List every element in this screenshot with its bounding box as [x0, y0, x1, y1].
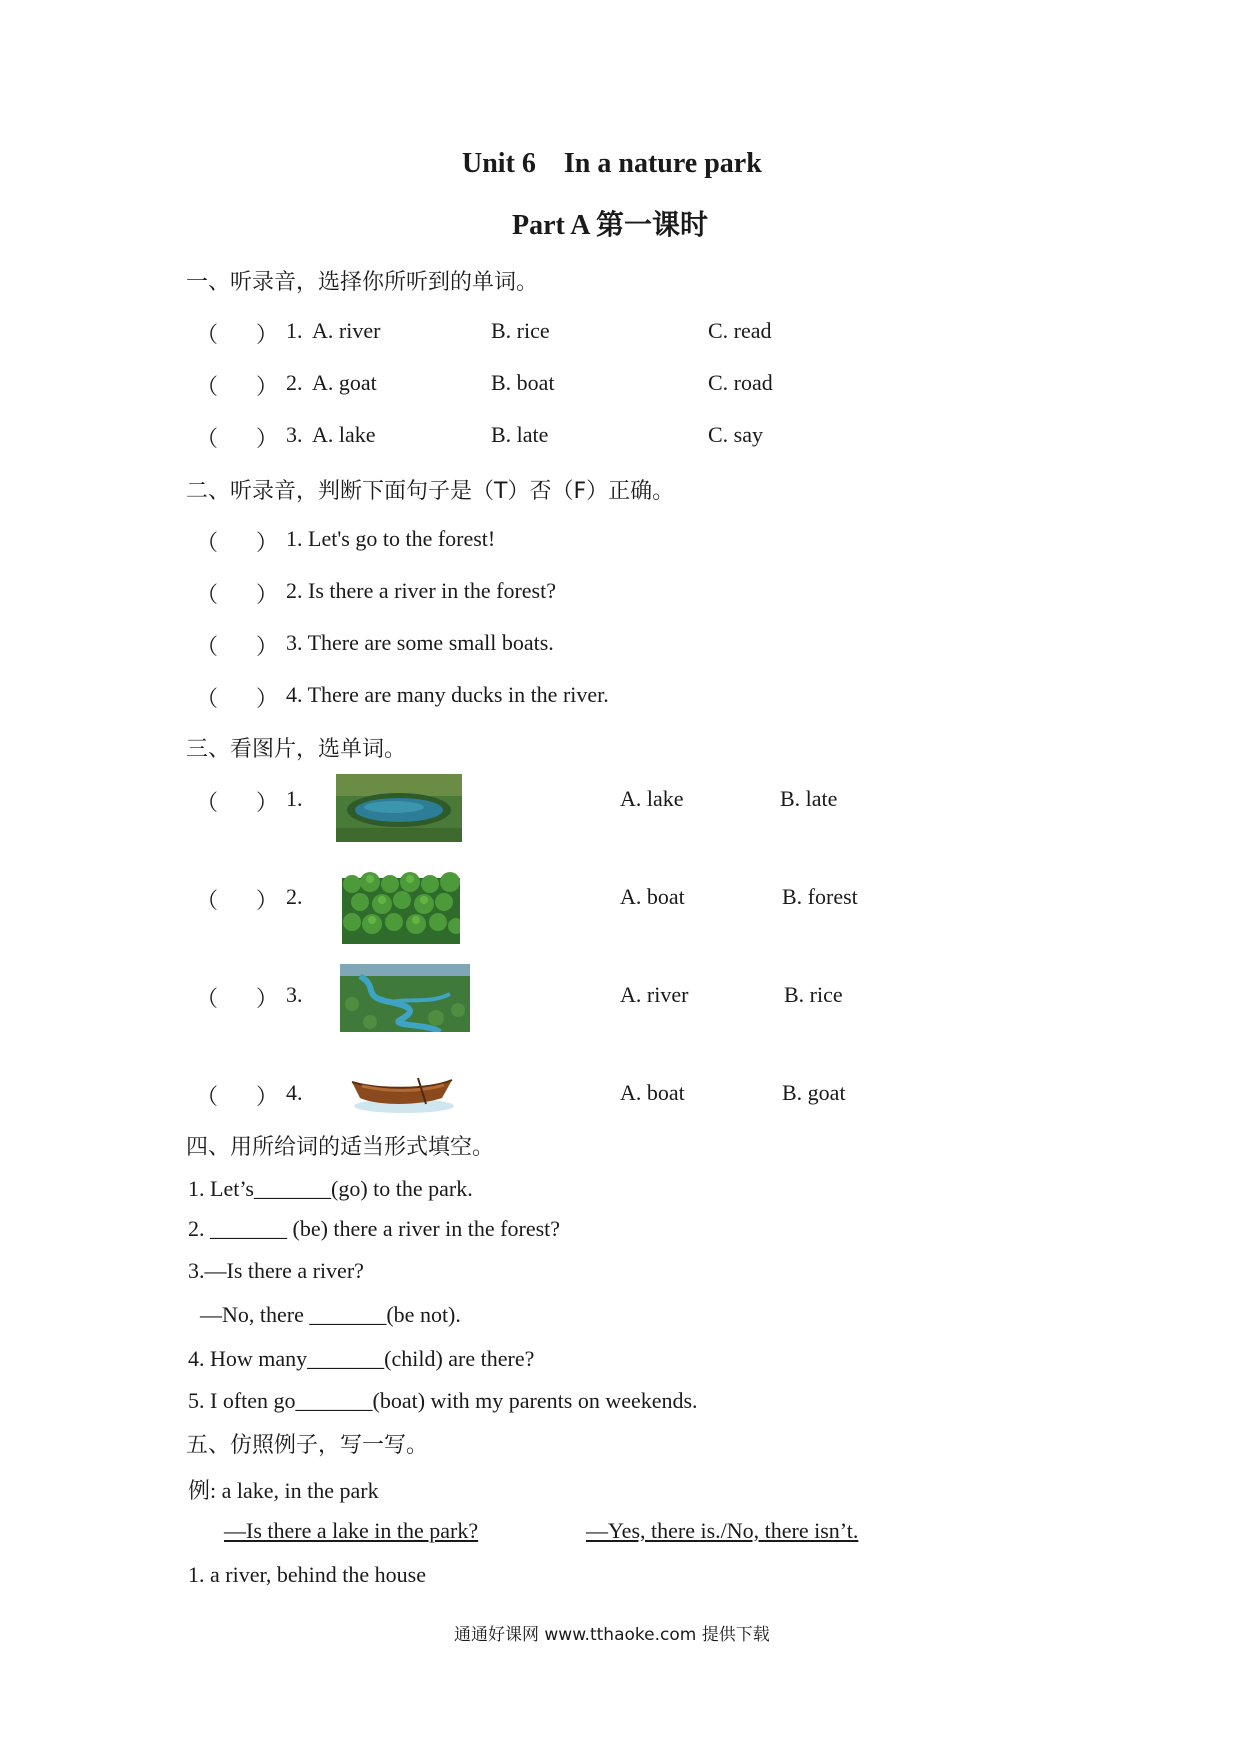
option-a: A. river — [620, 982, 689, 1007]
answer-open-paren[interactable]: （ — [196, 790, 219, 815]
item-number: 3. — [286, 422, 303, 447]
statement-text: 3. There are some small boats. — [286, 630, 554, 655]
option-b: B. rice — [491, 318, 550, 343]
answer-close-paren: ） — [256, 1084, 279, 1109]
answer-close-paren: ） — [256, 426, 279, 451]
statement-text: 2. Is there a river in the forest? — [286, 578, 556, 603]
fill-blank-5[interactable]: 5. I often go_______(boat) with my parents on weekends. — [188, 1388, 698, 1413]
option-c: C. read — [708, 318, 772, 343]
option-a: A. lake — [312, 422, 376, 447]
section-3-heading: 三、看图片，选单词。 — [186, 737, 407, 762]
option-b: B. forest — [782, 884, 858, 909]
item-number: 2. — [286, 370, 303, 395]
answer-open-paren[interactable]: （ — [196, 322, 219, 347]
answer-open-paren[interactable]: （ — [196, 426, 219, 451]
fill-blank-4[interactable]: 4. How many_______(child) are there? — [188, 1346, 535, 1371]
option-b: B. goat — [782, 1080, 846, 1105]
fill-blank-2[interactable]: 2. _______ (be) there a river in the forest? — [188, 1216, 561, 1241]
statement-text: 4. There are many ducks in the river. — [286, 682, 609, 707]
fill-blank-3-question: 3.—Is there a river? — [188, 1258, 364, 1283]
answer-close-paren: ） — [256, 686, 279, 711]
section-1-heading: 一、听录音，选择你所听到的单词。 — [186, 270, 539, 295]
item-number: 1. — [286, 786, 303, 811]
fill-blank-1[interactable]: 1. Let’s_______(go) to the park. — [188, 1176, 473, 1201]
answer-close-paren: ） — [256, 986, 279, 1011]
boat-picture — [348, 1068, 454, 1116]
statement-text: 1. Let's go to the forest! — [286, 526, 496, 551]
forest-picture — [342, 870, 460, 944]
answer-close-paren: ） — [256, 888, 279, 913]
answer-close-paren: ） — [256, 374, 279, 399]
answer-open-paren[interactable]: （ — [196, 530, 219, 555]
section-5-heading: 五、仿照例子，写一写。 — [186, 1433, 429, 1458]
option-a: A. boat — [620, 1080, 685, 1105]
option-b: B. boat — [491, 370, 555, 395]
unit-title: Unit 6 In a nature park — [462, 148, 762, 179]
example-question-text: —Is there a lake in the park? — [224, 1518, 479, 1543]
example-answer: —Yes, there is./No, there isn’t. — [586, 1518, 859, 1543]
answer-close-paren: ） — [256, 582, 279, 607]
option-b: B. late — [780, 786, 838, 811]
item-number: 3. — [286, 982, 303, 1007]
item-number: 2. — [286, 884, 303, 909]
answer-open-paren[interactable]: （ — [196, 634, 219, 659]
example-prompt: 例: a lake, in the park — [188, 1478, 379, 1503]
item-number: 4. — [286, 1080, 303, 1105]
option-a: A. boat — [620, 884, 685, 909]
exercise-1-prompt: 1. a river, behind the house — [188, 1562, 426, 1587]
answer-open-paren[interactable]: （ — [196, 686, 219, 711]
option-c: C. road — [708, 370, 773, 395]
footer-credit: 通通好课网 www.tthaoke.com 提供下载 — [454, 1625, 770, 1645]
option-b: B. late — [491, 422, 549, 447]
option-a: A. river — [312, 318, 381, 343]
example-question — [224, 1518, 504, 1544]
part-title: Part A 第一课时 — [512, 210, 708, 241]
option-a: A. goat — [312, 370, 377, 395]
answer-close-paren: ） — [256, 790, 279, 815]
item-number: 1. — [286, 318, 303, 343]
answer-open-paren[interactable]: （ — [196, 582, 219, 607]
answer-open-paren[interactable]: （ — [196, 888, 219, 913]
section-4-heading: 四、用所给词的适当形式填空。 — [186, 1135, 495, 1160]
answer-close-paren: ） — [256, 530, 279, 555]
answer-open-paren[interactable]: （ — [196, 374, 219, 399]
lake-picture — [336, 774, 462, 842]
answer-close-paren: ） — [256, 322, 279, 347]
option-c: C. say — [708, 422, 763, 447]
river-picture — [340, 964, 470, 1032]
answer-open-paren[interactable]: （ — [196, 986, 219, 1011]
answer-close-paren: ） — [256, 634, 279, 659]
option-b: B. rice — [784, 982, 843, 1007]
option-a: A. lake — [620, 786, 684, 811]
fill-blank-3-answer[interactable]: —No, there _______(be not). — [200, 1302, 461, 1327]
section-2-heading: 二、听录音，判断下面句子是（T）否（F）正确。 — [186, 479, 675, 504]
answer-open-paren[interactable]: （ — [196, 1084, 219, 1109]
